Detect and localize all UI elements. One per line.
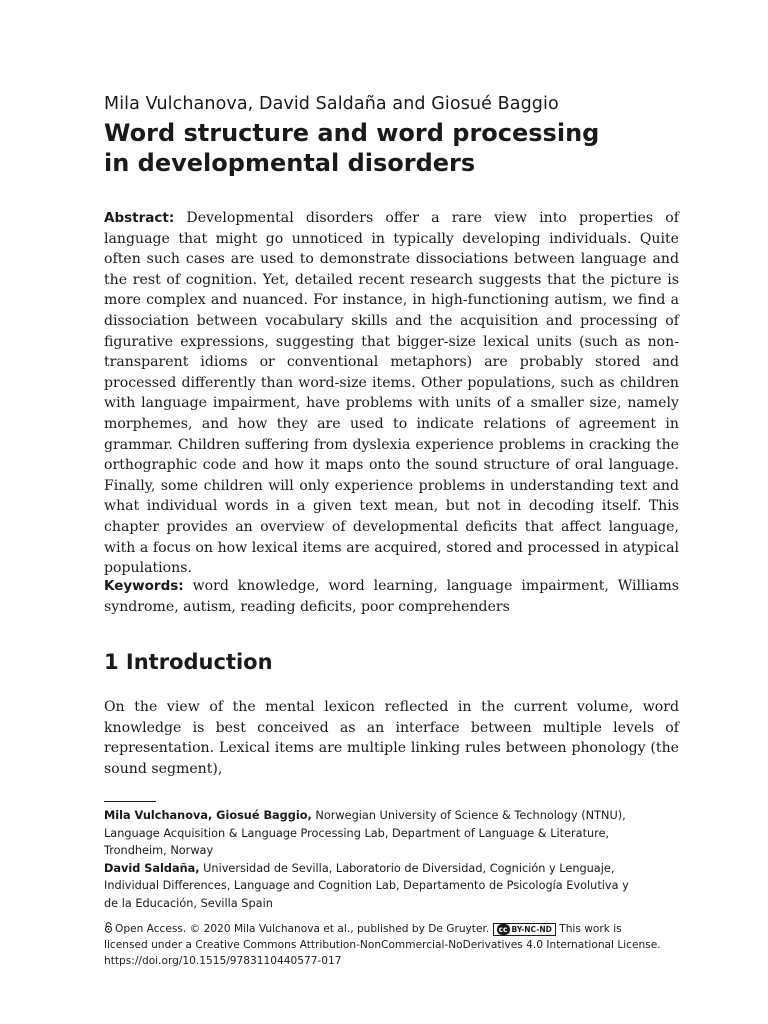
affiliation-line: Language Acquisition & Language Processing Lab, Department of Language & Literature, xyxy=(104,826,610,840)
affiliation-author-names: David Saldaña, xyxy=(104,861,200,875)
keywords-text: word knowledge, word learning, language impairment, Williams syndrome, autism, reading deficits, poor comprehenders xyxy=(104,578,679,615)
chapter-title-line-2: in developmental disorders xyxy=(104,149,476,177)
license-line: licensed under a Creative Commons Attribution-NonCommercial-NoDerivatives 4.0 International License. xyxy=(104,939,661,952)
affiliation-line: David Saldaña, Universidad de Sevilla, Laboratorio de Diversidad, Cognición y Lenguaje, xyxy=(104,861,615,875)
cc-logo-icon: cc xyxy=(498,925,508,934)
chapter-title-line-1: Word structure and word processing xyxy=(104,119,600,147)
footnote-divider xyxy=(104,801,156,802)
introduction-paragraph: On the view of the mental lexicon reflected in the current volume, word knowledge is best conceived as an interface between multiple levels of representation. Lexical items are multiple linking rules between phonology (the sound segment), xyxy=(104,699,679,777)
author-affiliations-footnote xyxy=(104,807,679,913)
open-access-lock-icon xyxy=(104,922,113,933)
chapter-authors: Mila Vulchanova, David Saldaña and Giosué Baggio xyxy=(104,94,559,114)
section-heading-introduction: 1 Introduction xyxy=(104,650,273,674)
license-line: Open Access. © 2020 Mila Vulchanova et al., published by De Gruyter. cc BY-NC-ND This work is xyxy=(104,921,679,937)
cc-by-nc-nd-badge[interactable]: cc BY-NC-ND xyxy=(493,923,556,936)
affiliation-line: Individual Differences, Language and Cognition Lab, Departamento de Psicología Evolutiva y xyxy=(104,879,629,893)
affiliation-author-names: Mila Vulchanova, Giosué Baggio, xyxy=(104,809,312,822)
affiliation-line: de la Educación, Sevilla Spain xyxy=(104,896,273,910)
open-access-statement: Open Access. © 2020 Mila Vulchanova et al., published by De Gruyter. xyxy=(115,923,490,935)
abstract-text: Developmental disorders offer a rare view into properties of language that might go unnoticed in typically developing individuals. Quite often such cases are used to demonstrate dissociations between language and the rest of cognition. Yet, detailed recent research suggests that the picture is more complex and nuanced. For instance, in high-functioning autism, we find a dissociation between vocabulary skills and the acquisition and processing of figurative expressions, suggesting that bigger-size lexical units (such as non-transparent idioms or conventional metaphors) are probably stored and processed differently than word-size items. Other populations, such as children with language impairment, have problems with units of a smaller size, namely morphemes, and how they are used to indicate relations of agreement in grammar. Children suffering from dyslexia experience problems in cracking the orthographic code and how it maps onto the sound structure of oral language. Finally, some children will only experience problems in understanding text and what individual words in a given text mean, but not in decoding itself. This chapter provides an overview of developmental deficits that affect language, with a focus on how lexical items are acquired, stored and processed in atypical populations. xyxy=(104,210,679,577)
keywords-paragraph xyxy=(104,576,679,617)
license-notice xyxy=(104,921,679,970)
affiliation-line: Mila Vulchanova, Giosué Baggio, Norwegian University of Science & Technology (NTNU), xyxy=(104,809,626,822)
doi-link[interactable]: https://doi.org/10.1515/9783110440577-017 xyxy=(104,955,342,968)
chapter-title xyxy=(104,118,704,178)
keywords-label: Keywords: xyxy=(104,578,184,594)
abstract-paragraph xyxy=(104,208,679,579)
abstract-label: Abstract: xyxy=(104,210,175,226)
affiliation-line: Trondheim, Norway xyxy=(104,844,214,858)
